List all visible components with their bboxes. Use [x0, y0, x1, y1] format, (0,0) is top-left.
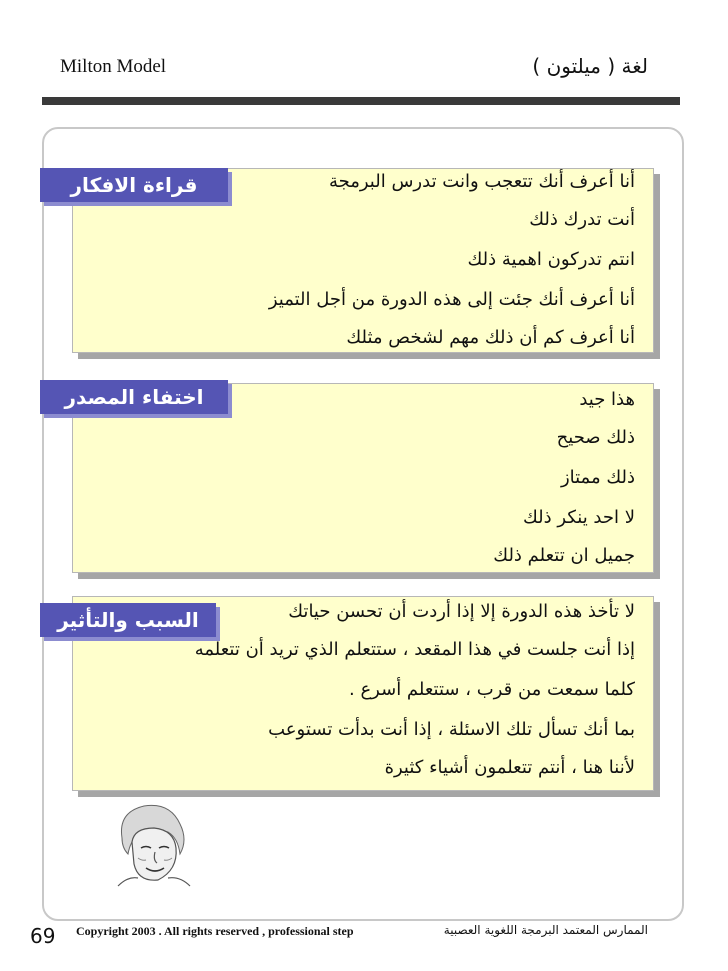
cause-effect-label: السبب والتأثير: [40, 603, 216, 637]
section-line: ذلك صحيح: [556, 427, 635, 448]
lost-performative-label: اختفاء المصدر: [40, 380, 228, 414]
portrait-icon: [108, 798, 198, 888]
section-line: أنا أعرف أنك تتعجب وانت تدرس البرمجة: [328, 171, 635, 192]
mind-reading-label: قراءة الافكار: [40, 168, 228, 202]
section-line: جميل ان تتعلم ذلك: [493, 545, 635, 566]
section-line: أنا أعرف أنك جئت إلى هذه الدورة من أجل التميز: [268, 289, 635, 310]
section-line: إذا أنت جلست في هذا المقعد ، ستتعلم الذي تريد أن تتعلمه: [194, 639, 635, 660]
section-line: ذلك ممتاز: [560, 467, 635, 488]
footer-arabic-text: الممارس المعتمد البرمجة اللغوية العصبية: [443, 923, 648, 937]
copyright-text: Copyright 2003 . All rights reserved , professional step: [76, 924, 354, 938]
section-line: أنا أعرف كم أن ذلك مهم لشخص مثلك: [346, 327, 635, 348]
section-line: لأننا هنا ، أنتم تتعلمون أشياء كثيرة: [384, 757, 635, 778]
header-divider: [42, 97, 680, 105]
header-title-english: Milton Model: [60, 56, 167, 77]
header-title-arabic: لغة ( ميلتون ): [532, 54, 648, 78]
section-line: انتم تدركون اهمية ذلك: [467, 249, 635, 270]
section-line: بما أنك تسأل تلك الاسئلة ، إذا أنت بدأت تستوعب: [268, 719, 635, 740]
section-line: لا احد ينكر ذلك: [523, 507, 635, 528]
section-line: لا تأخذ هذه الدورة إلا إذا أردت أن تحسن حياتك: [288, 601, 635, 622]
section-line: أنت تدرك ذلك: [529, 209, 635, 230]
page-number: 69: [30, 924, 56, 948]
section-line: هذا جيد: [579, 389, 635, 410]
section-line: كلما سمعت من قرب ، ستتعلم أسرع .: [349, 679, 635, 700]
